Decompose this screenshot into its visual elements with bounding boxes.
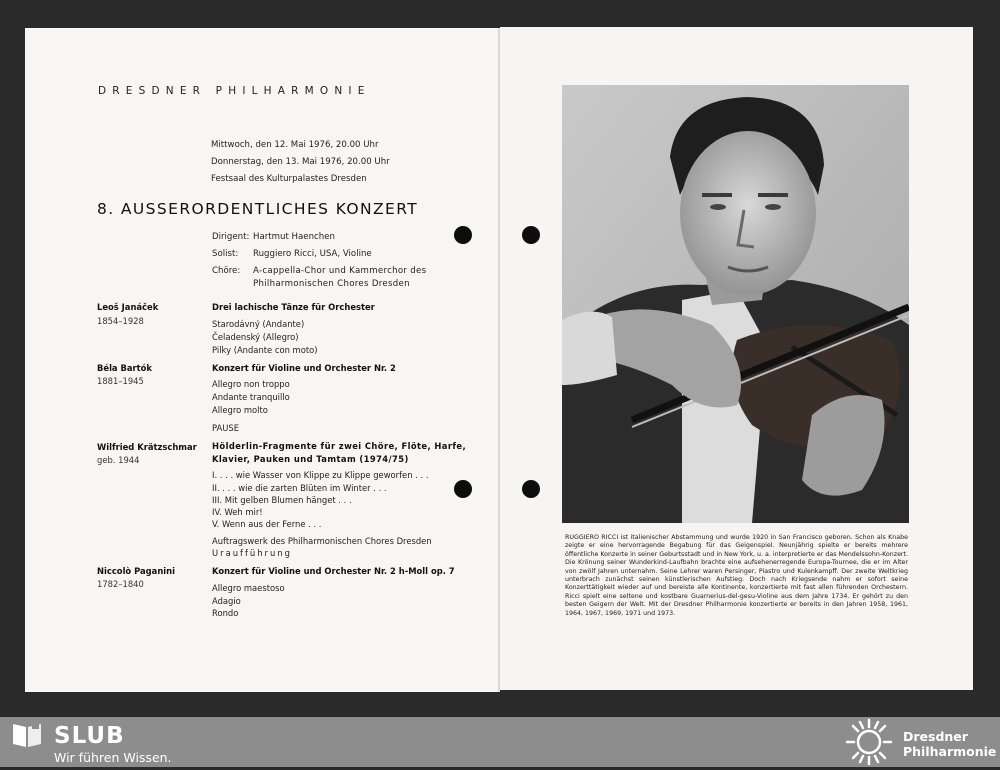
work-title: Konzert für Violine und Orchester Nr. 2 h-Moll op. 7: [212, 566, 455, 576]
credit-label-soloist: Solist:: [212, 249, 239, 259]
work-title: Drei lachische Tänze für Orchester: [212, 302, 375, 312]
movement: I. . . . wie Wasser von Klippe zu Klippe geworfen . . .: [212, 470, 429, 480]
commission-note: Auftragswerk des Philharmonischen Chores Dresden: [212, 536, 432, 546]
movement: Rondo: [212, 608, 239, 618]
credit-label-conductor: Dirigent:: [212, 232, 250, 242]
movement: Pilky (Andante con moto): [212, 345, 318, 355]
pause-label: PAUSE: [212, 423, 239, 433]
premiere-label: Uraufführung: [212, 548, 292, 558]
page-fold: [498, 28, 500, 692]
credit-value-soloist: Ruggiero Ricci, USA, Violine: [253, 249, 372, 259]
partner-line-1: Dresdner: [903, 729, 968, 744]
composer-years: geb. 1944: [97, 455, 140, 465]
composer-years: 1854–1928: [97, 316, 144, 326]
movement: Adagio: [212, 596, 241, 606]
slub-logo-text: SLUB: [54, 723, 125, 749]
sunburst-icon: [842, 718, 896, 766]
movement: IV. Weh mir!: [212, 507, 263, 517]
credit-value-choirs: A-cappella-Chor und Kammerchor des: [253, 266, 427, 276]
composer-years: 1782–1840: [97, 579, 144, 589]
composer-years: 1881–1945: [97, 376, 144, 386]
soloist-photo: [562, 85, 909, 523]
composer-name: Niccolò Paganini: [97, 566, 175, 576]
movement: III. Mit gelben Blumen hänget . . .: [212, 495, 352, 505]
punch-hole: [454, 226, 472, 244]
slub-tagline: Wir führen Wissen.: [54, 750, 172, 765]
movement: Allegro molto: [212, 405, 268, 415]
partner-line-2: Philharmonie: [903, 744, 997, 759]
movement: Allegro non troppo: [212, 379, 290, 389]
punch-hole: [522, 226, 540, 244]
composer-name: Wilfried Krätzschmar: [97, 442, 197, 452]
book-icon: [10, 721, 44, 749]
credit-value-conductor: Hartmut Haenchen: [253, 232, 335, 242]
movement: II. . . . wie die zarten Blüten im Winter . . .: [212, 483, 387, 493]
soloist-biography: RUGGIERO RICCI ist italienischer Abstammung und wurde 1920 in San Francisco geboren. Schon als Knabe zeigte er eine hervorragende Begabung für das Geigenspiel. Neunjährig spielte er bereits mehrere öffentliche Konzerte in seiner Geburtsstadt und in New York, u. a. interpretierte er das Mendelssohn-Konzert. Die Krönung seiner Wunderkind-Laufbahn brachte eine aufsehenerregende Europa-Tournee, die er im Alter von zwölf Jahren unternahm. Seine Lehrer waren Persinger, Piastro und Kulenkampff. Der zweite Weltkrieg unterbrach zunächst seinen künstlerischen Aufstieg. Doch nach Kriegsende nahm er sofort seine Konzerttätigkeit wieder auf und bereiste alle Kontinente, konzertierte mit fast allen führenden Orchestern. Ricci spielt eine seltene und kostbare Guarnerius-del-gesu-Violine aus dem Jahre 1734. Er gehört zu den besten Geigern der Welt. Mit der Dresdner Philharmonie konzertierte er bereits in den Jahren 1958, 1961, 1964, 1967, 1969, 1971 und 1973.: [565, 534, 908, 617]
work-title-2: Klavier, Pauken und Tamtam (1974/75): [212, 454, 409, 464]
work-title: Konzert für Violine und Orchester Nr. 2: [212, 363, 396, 373]
program-header: DRESDNER PHILHARMONIE: [98, 85, 371, 97]
date-line-1: Mittwoch, den 12. Mai 1976, 20.00 Uhr: [211, 140, 379, 150]
movement: Andante tranquillo: [212, 392, 290, 402]
date-line-2: Donnerstag, den 13. Mai 1976, 20.00 Uhr: [211, 157, 390, 167]
credit-label-choirs: Chöre:: [212, 266, 241, 276]
credit-value-choirs-2: Philharmonischen Chores Dresden: [253, 279, 410, 289]
movement: Starodávný (Andante): [212, 319, 305, 329]
movement: Allegro maestoso: [212, 583, 285, 593]
venue-line: Festsaal des Kulturpalastes Dresden: [211, 174, 367, 184]
punch-hole: [454, 480, 472, 498]
composer-name: Béla Bartók: [97, 363, 152, 373]
concert-title: 8. AUSSERORDENTLICHES KONZERT: [97, 200, 419, 218]
movement: V. Wenn aus der Ferne . . .: [212, 519, 322, 529]
composer-name: Leoš Janáček: [97, 302, 159, 312]
partner-logo-text: [903, 729, 996, 759]
movement: Čeladenský (Allegro): [212, 332, 299, 342]
work-title: Hölderlin-Fragmente für zwei Chöre, Flöte, Harfe,: [212, 441, 467, 451]
punch-hole: [522, 480, 540, 498]
